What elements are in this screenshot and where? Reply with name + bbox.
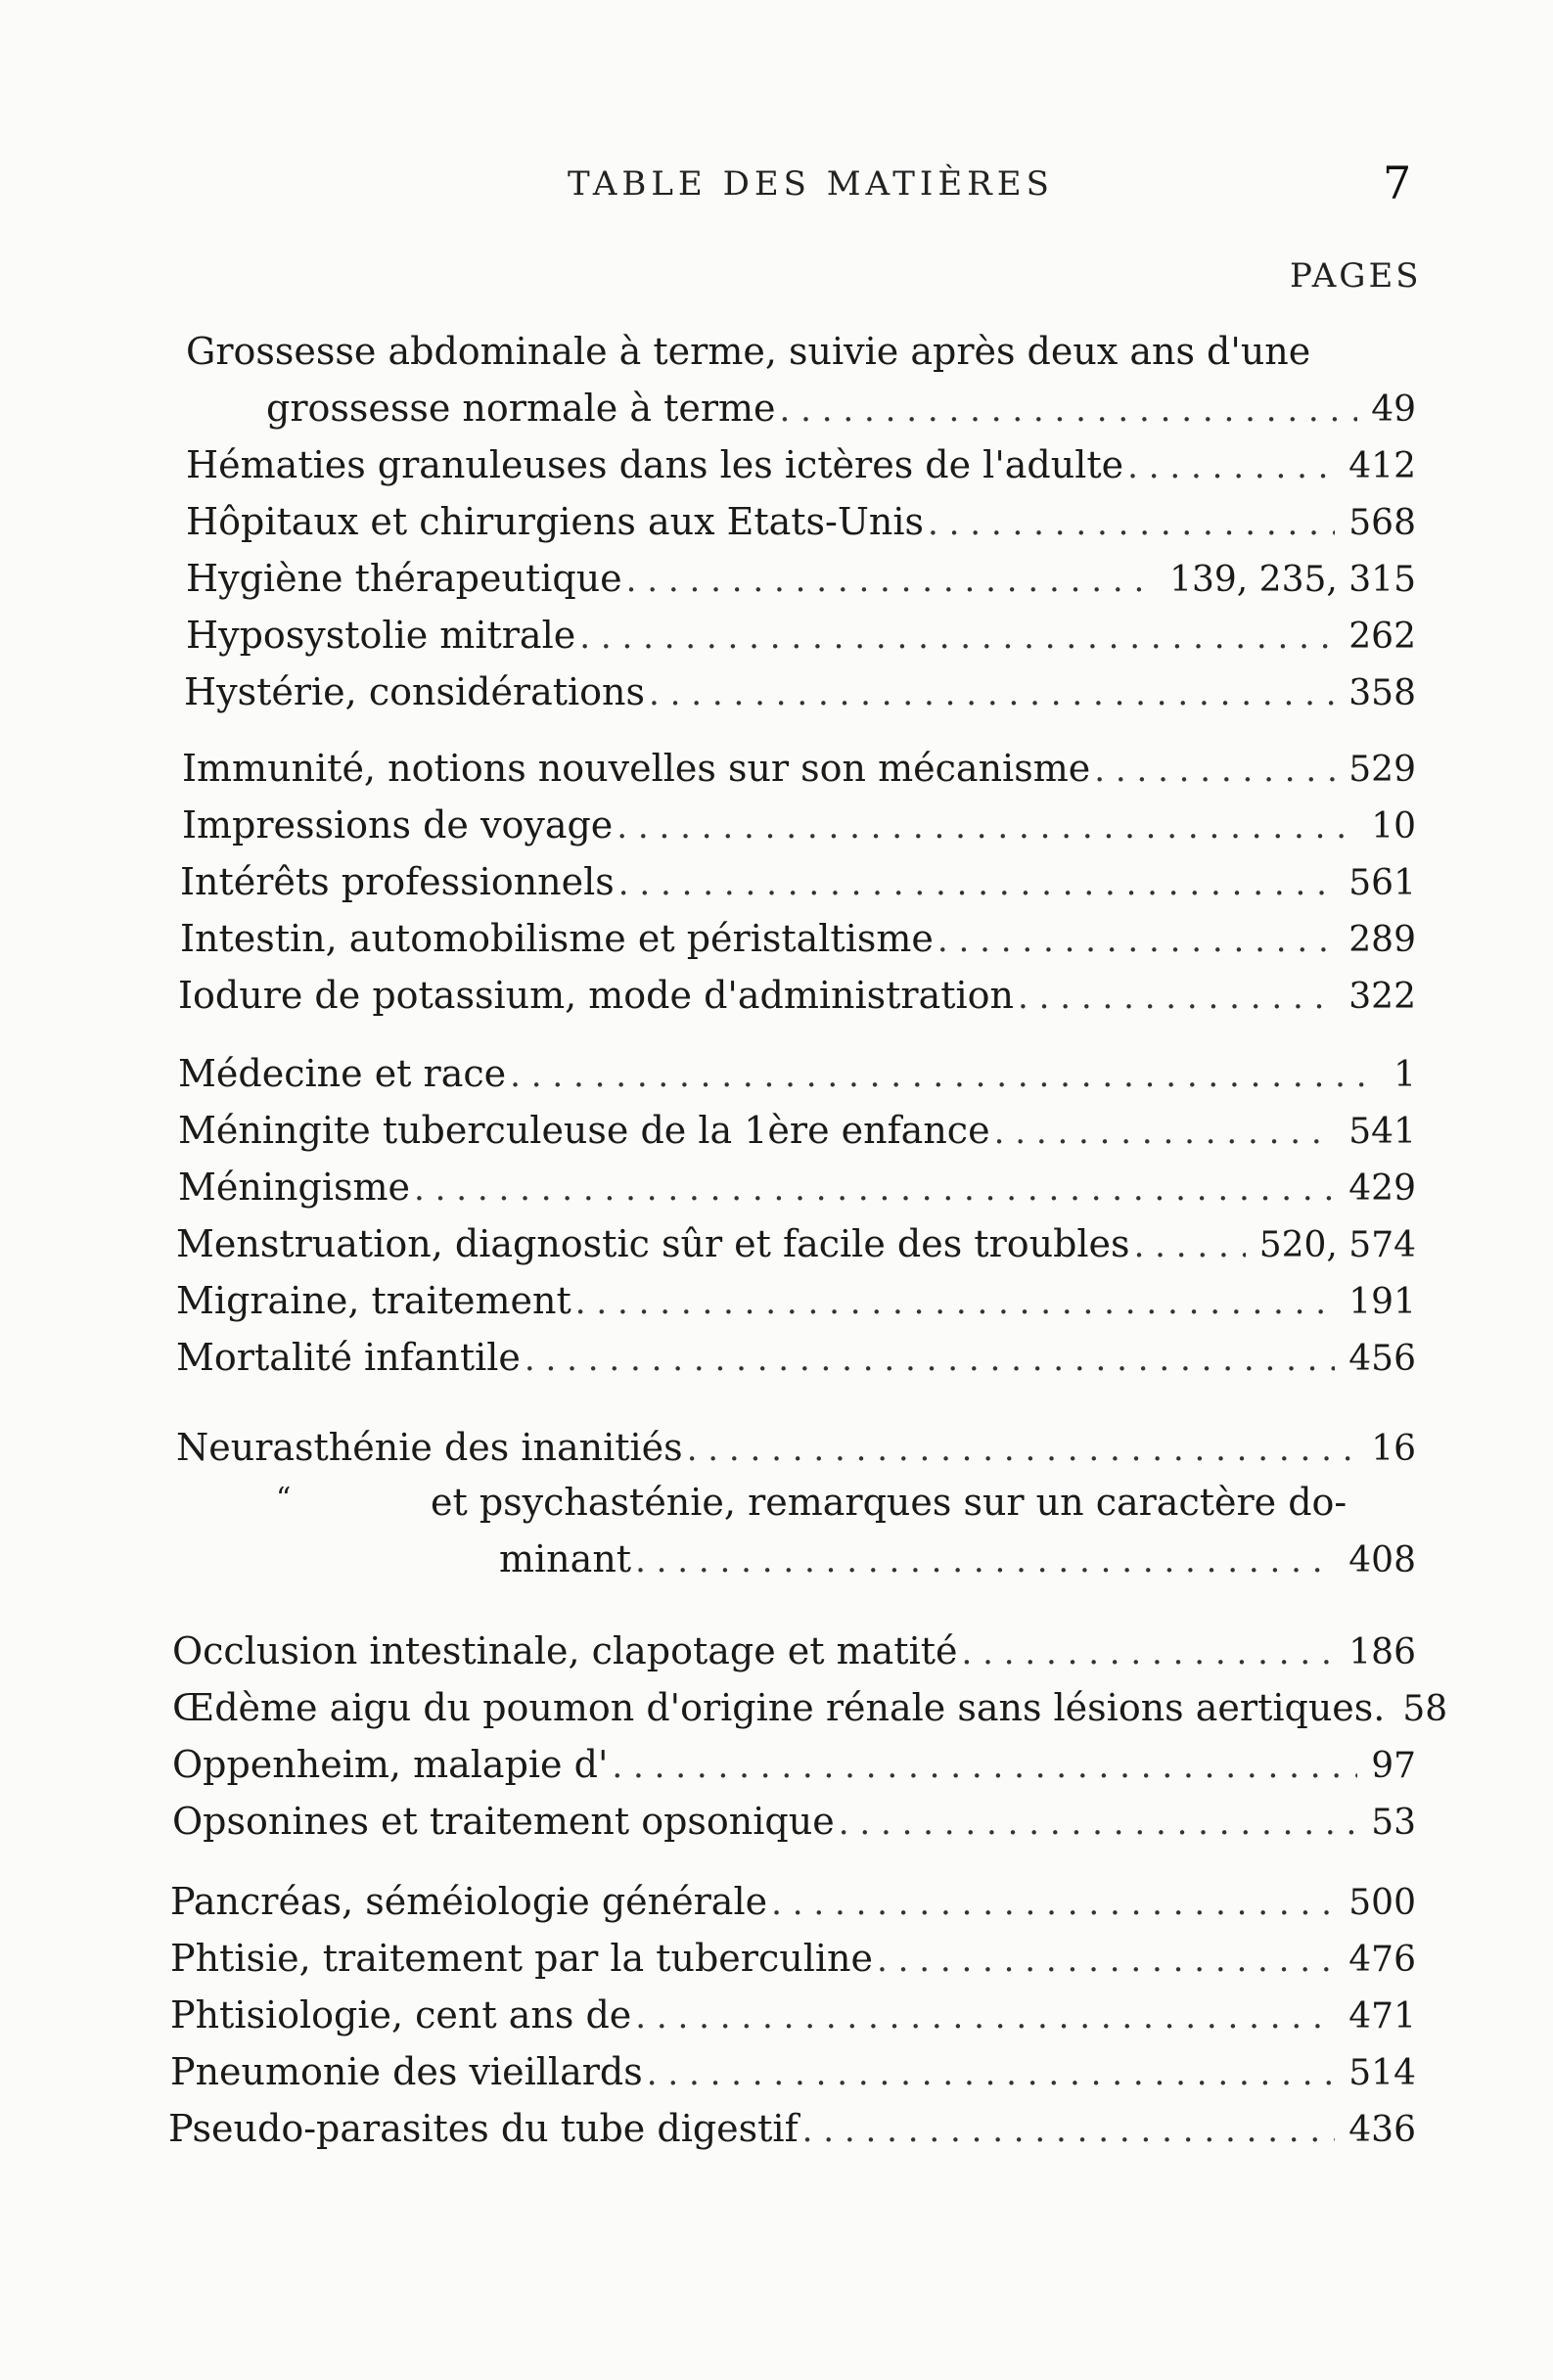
- toc-entry: [176, 1331, 1416, 1386]
- entry-title: Hygiène thérapeutique: [186, 557, 622, 600]
- entry-page: 429: [1348, 1168, 1416, 1209]
- entry-page: 520, 574: [1258, 1225, 1416, 1265]
- entry-title: Mortalité infantile: [176, 1336, 521, 1379]
- entry-page: 289: [1348, 920, 1416, 960]
- entry-title: Pneumonie des vieillards: [170, 2050, 643, 2093]
- entry-page: 1: [1393, 1055, 1416, 1095]
- entry-page: 322: [1348, 977, 1416, 1017]
- toc-entry: [170, 1932, 1416, 1987]
- dot-leader: [994, 1106, 1336, 1159]
- toc-entry-line: Grossesse abdominale à terme, suivie après deux ans d'une: [186, 330, 1311, 373]
- dot-leader: [635, 1534, 1335, 1587]
- toc-entry: [186, 438, 1416, 493]
- ditto-mark: “: [276, 1482, 292, 1516]
- entry-title: Neurasthénie des inanitiés: [176, 1426, 683, 1469]
- entry-title: Pseudo-parasites du tube digestif: [168, 2107, 799, 2150]
- toc-entry: [176, 1421, 1416, 1476]
- entry-page: 191: [1348, 1282, 1416, 1322]
- dot-leader: [877, 1934, 1335, 1987]
- toc-entry: [172, 1795, 1416, 1850]
- entry-title: Méningite tuberculeuse de la 1ère enfance: [178, 1109, 990, 1152]
- entry-title: Phtisie, traitement par la tuberculine: [170, 1937, 873, 1980]
- dot-leader: [1094, 744, 1335, 797]
- dot-leader: [575, 1276, 1336, 1329]
- toc-entry: [186, 495, 1416, 550]
- entry-page: 16: [1371, 1429, 1416, 1469]
- entry-page: 186: [1348, 1632, 1416, 1672]
- entry-page: 139, 235, 315: [1169, 560, 1416, 600]
- entry-page: 529: [1348, 750, 1416, 790]
- page-number: 7: [1383, 157, 1412, 209]
- entry-title: Hôpitaux et chirurgiens aux Etats-Unis: [186, 500, 925, 543]
- dot-leader: [612, 1740, 1357, 1793]
- entry-page: 408: [1348, 1540, 1416, 1580]
- dot-leader: [649, 667, 1335, 720]
- dot-leader: [635, 1991, 1335, 2043]
- entry-title: Immunité, notions nouvelles sur son mécanisme: [182, 747, 1091, 790]
- dot-leader: [1134, 1219, 1246, 1272]
- toc-entry: [172, 1738, 1416, 1793]
- toc-entry: [182, 742, 1416, 797]
- toc-entry: [180, 855, 1416, 910]
- entry-title: Méningisme: [178, 1166, 410, 1209]
- entry-title: Migraine, traitement: [176, 1279, 571, 1322]
- toc-entry: [266, 382, 1416, 436]
- entry-page: 358: [1348, 673, 1416, 713]
- dot-leader: [839, 1797, 1357, 1850]
- dot-leader: [618, 857, 1335, 910]
- toc-entry: [178, 969, 1416, 1024]
- dot-leader: [771, 1877, 1335, 1930]
- toc-entry-line: et psychasténie, remarques sur un caractère do-: [431, 1481, 1347, 1524]
- entry-page: 412: [1348, 446, 1416, 486]
- entry-title: Oppenheim, malapie d': [172, 1743, 609, 1786]
- toc-entry: [499, 1533, 1416, 1587]
- entry-title: Menstruation, diagnostic sûr et facile des troubles: [176, 1222, 1130, 1265]
- toc-entry: [180, 912, 1416, 967]
- entry-title: Phtisiologie, cent ans de: [170, 1993, 632, 2037]
- entry-page: 10: [1371, 806, 1416, 847]
- dot-leader: [687, 1423, 1358, 1476]
- dot-leader: [579, 611, 1335, 664]
- toc-entry: [172, 1625, 1416, 1679]
- dot-leader: [414, 1163, 1335, 1215]
- entry-title: Intérêts professionnels: [180, 860, 615, 903]
- toc-entry: [176, 1217, 1416, 1272]
- entry-page: 561: [1348, 863, 1416, 903]
- dot-leader: [617, 801, 1357, 853]
- toc-entry: [184, 665, 1416, 720]
- toc-entry: [186, 609, 1416, 664]
- dot-leader: [647, 2047, 1336, 2100]
- entry-title: Iodure de potassium, mode d'administration: [178, 974, 1014, 1017]
- dot-leader: [928, 497, 1335, 550]
- entry-title: grossesse normale à terme: [266, 387, 776, 430]
- entry-page: 471: [1348, 1996, 1416, 2037]
- entry-title: Occlusion intestinale, clapotage et matité: [172, 1629, 958, 1672]
- running-head-title: TABLE DES MATIÈRES: [568, 164, 1054, 204]
- entry-page: 514: [1348, 2053, 1416, 2093]
- entry-page: 500: [1348, 1883, 1416, 1923]
- entry-page: 97: [1371, 1746, 1416, 1786]
- entry-title: Impressions de voyage: [182, 803, 614, 847]
- toc-entry: [176, 1274, 1416, 1329]
- pages-column-label: PAGES: [1290, 256, 1422, 296]
- entry-page: 58: [1402, 1689, 1448, 1729]
- toc-entry: [168, 2102, 1416, 2157]
- dot-leader: [1018, 971, 1335, 1024]
- dot-leader: [525, 1333, 1335, 1386]
- toc-entry: [170, 2045, 1416, 2100]
- dot-leader: [962, 1626, 1336, 1679]
- entry-title: Hyposystolie mitrale: [186, 614, 576, 657]
- entry-page: 53: [1371, 1803, 1416, 1843]
- entry-title: minant: [499, 1537, 632, 1580]
- toc-entry: [186, 552, 1416, 607]
- entry-title: Hématies granuleuses dans les ictères de l'adulte: [186, 443, 1124, 486]
- toc-entry: [178, 1161, 1416, 1215]
- entry-title: Hystérie, considérations: [184, 670, 646, 713]
- entry-page: 49: [1371, 389, 1416, 430]
- toc-entry: [170, 1875, 1416, 1930]
- entry-title: Opsonines et traitement opsonique: [172, 1800, 835, 1843]
- toc-entry: [170, 1989, 1416, 2043]
- entry-title: Pancréas, séméiologie générale: [170, 1880, 768, 1923]
- entry-page: 262: [1348, 617, 1416, 657]
- dot-leader: [1127, 440, 1335, 493]
- dot-leader: [510, 1049, 1380, 1102]
- entry-title: Œdème aigu du poumon d'origine rénale sans lésions aertiques.: [172, 1686, 1386, 1729]
- entry-page: 436: [1348, 2110, 1416, 2150]
- dot-leader: [937, 914, 1335, 967]
- toc-entry: [172, 1681, 1448, 1736]
- dot-leader: [626, 554, 1156, 607]
- toc-entry: [178, 1104, 1416, 1159]
- entry-page: 568: [1348, 503, 1416, 543]
- toc-entry: [182, 799, 1416, 853]
- entry-page: 541: [1348, 1112, 1416, 1152]
- dot-leader: [780, 384, 1358, 436]
- entry-page: 456: [1348, 1339, 1416, 1379]
- entry-title: Intestin, automobilisme et péristaltisme: [180, 917, 934, 960]
- entry-title: Médecine et race: [178, 1052, 507, 1095]
- entry-page: 476: [1348, 1940, 1416, 1980]
- dot-leader: [802, 2104, 1336, 2157]
- toc-entry: [178, 1047, 1416, 1102]
